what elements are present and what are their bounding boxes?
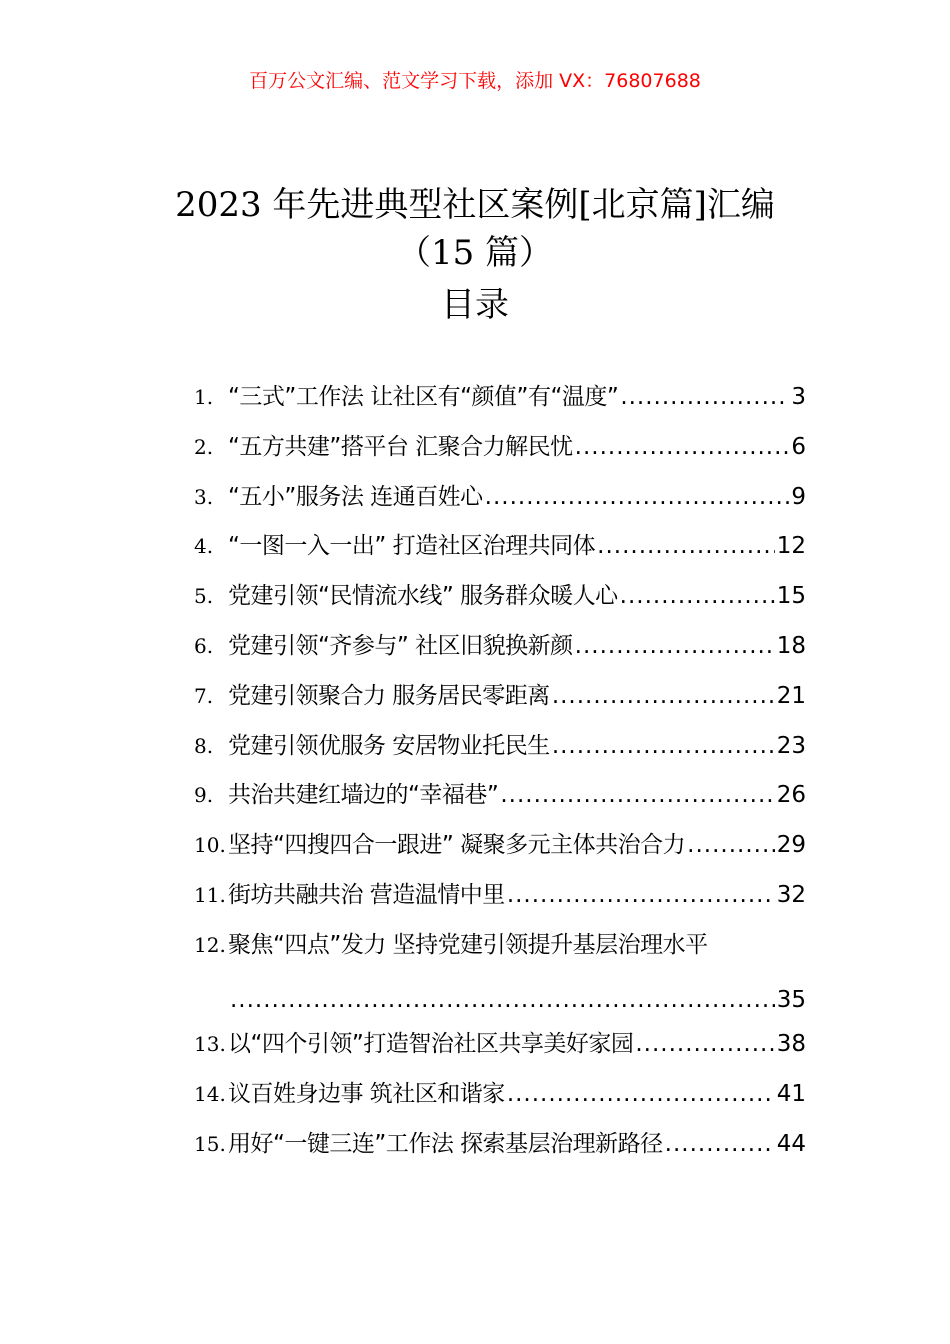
toc-entry[interactable]	[194, 926, 806, 1026]
toc-dot-leader	[575, 633, 775, 659]
toc-entry-page: 3	[791, 384, 806, 410]
toc-entry-title: 聚焦“四点”发力 坚持党建引领提升基层治理水平	[228, 931, 708, 958]
toc-entry-title: 党建引领“齐参与” 社区旧貌换新颜	[228, 632, 573, 659]
toc-entry-number: 2.	[194, 434, 214, 459]
toc-dot-leader	[620, 583, 775, 609]
toc-entry-page: 35	[776, 987, 806, 1014]
toc-entry[interactable]	[194, 577, 806, 627]
toc-dot-leader	[687, 832, 775, 858]
toc-dot-leader	[620, 384, 789, 410]
header-watermark-note: 百万公文汇编、范文学习下载，添加 VX：76807688	[249, 70, 701, 92]
toc-dot-leader	[575, 434, 790, 460]
toc-entry-number: 8.	[194, 733, 214, 758]
toc-entry-number: 14.	[194, 1082, 226, 1107]
toc-entry-number: 5.	[194, 584, 214, 609]
toc-dot-leader	[552, 733, 775, 759]
toc-dot-leader	[485, 484, 790, 510]
toc-entry-page: 29	[776, 832, 806, 859]
toc-entry[interactable]	[194, 627, 806, 677]
toc-entry[interactable]	[194, 677, 806, 727]
toc-entry-title: 党建引领优服务 安居物业托民生	[228, 732, 550, 759]
toc-entry[interactable]	[194, 1125, 806, 1175]
toc-entry-title: 党建引领聚合力 服务居民零距离	[228, 682, 550, 709]
toc-entry-number: 1.	[194, 385, 214, 409]
toc-dot-leader	[500, 782, 774, 808]
toc-entry-page: 6	[791, 433, 806, 460]
toc-entry[interactable]	[194, 478, 806, 528]
toc-entry-title: 用好“一键三连”工作法 探索基层治理新路径	[228, 1130, 663, 1157]
toc-entry-number: 15.	[194, 1131, 226, 1156]
toc-entry[interactable]	[194, 1025, 806, 1075]
toc-entry-number: 9.	[194, 783, 214, 808]
toc-entry-title: “五小”服务法 连通百姓心	[228, 483, 483, 510]
toc-entry-number: 6.	[194, 633, 214, 658]
toc-entry-page: 9	[791, 483, 806, 510]
toc-entry-title: “一图一入一出” 打造社区治理共同体	[228, 533, 596, 560]
toc-dot-leader	[552, 683, 775, 709]
toc-entry-number: 4.	[194, 534, 214, 559]
toc-entry-number: 3.	[194, 484, 214, 509]
toc-heading: 目录	[441, 285, 509, 325]
toc-entry-page: 23	[776, 732, 806, 759]
toc-entry-title: “五方共建”搭平台 汇聚合力解民忧	[228, 433, 573, 460]
toc-entry-page: 26	[776, 782, 806, 809]
toc-entry-page: 44	[776, 1130, 806, 1157]
toc-entry-title: 共治共建红墙边的“幸福巷”	[228, 782, 499, 809]
toc-entry-title: 以“四个引领”打造智治社区共享美好家园	[228, 1031, 634, 1058]
document-title: 2023 年先进典型社区案例[北京篇]汇编	[175, 185, 775, 225]
toc-entry-page: 15	[776, 583, 806, 610]
toc-entry-number: 11.	[194, 882, 226, 907]
toc-entry-number: 12.	[194, 932, 226, 957]
toc-entry[interactable]	[194, 1075, 806, 1125]
toc-entry[interactable]	[194, 527, 806, 577]
toc-entry-second-line	[194, 987, 806, 1013]
toc-entry[interactable]	[194, 727, 806, 777]
toc-entry-title: “三式”工作法 让社区有“颜值”有“温度”	[228, 384, 619, 410]
toc-entry-number: 10.	[194, 833, 226, 858]
toc-entry[interactable]	[194, 826, 806, 876]
toc-dot-leader	[635, 1031, 774, 1057]
toc-dot-leader	[507, 1081, 775, 1107]
toc-dot-leader	[230, 987, 775, 1013]
toc-dot-leader	[665, 1131, 775, 1157]
toc-entry-number: 7.	[194, 683, 214, 708]
toc-entry[interactable]	[194, 776, 806, 826]
table-of-contents	[194, 378, 806, 1175]
document-subtitle-count: （15 篇）	[396, 233, 554, 273]
toc-entry-page: 41	[776, 1081, 806, 1108]
toc-entry-title: 街坊共融共治 营造温情中里	[228, 881, 505, 908]
toc-entry-title: 议百姓身边事 筑社区和谐家	[228, 1081, 505, 1108]
toc-entry[interactable]	[194, 876, 806, 926]
toc-entry-page: 12	[776, 533, 806, 560]
toc-entry-title: 坚持“四搜四合一跟进” 凝聚多元主体共治合力	[228, 832, 686, 859]
toc-entry-title: 党建引领“民情流水线” 服务群众暖人心	[228, 583, 618, 610]
toc-entry-number: 13.	[194, 1032, 226, 1057]
toc-dot-leader	[507, 882, 775, 908]
toc-entry[interactable]	[194, 428, 806, 478]
toc-entry-first-line	[194, 926, 806, 976]
toc-entry-page: 38	[776, 1031, 806, 1058]
toc-entry-page: 18	[776, 632, 806, 659]
toc-entry[interactable]	[194, 378, 806, 428]
toc-entry-page: 21	[776, 682, 806, 709]
toc-dot-leader	[597, 533, 775, 559]
toc-entry-page: 32	[776, 881, 806, 908]
